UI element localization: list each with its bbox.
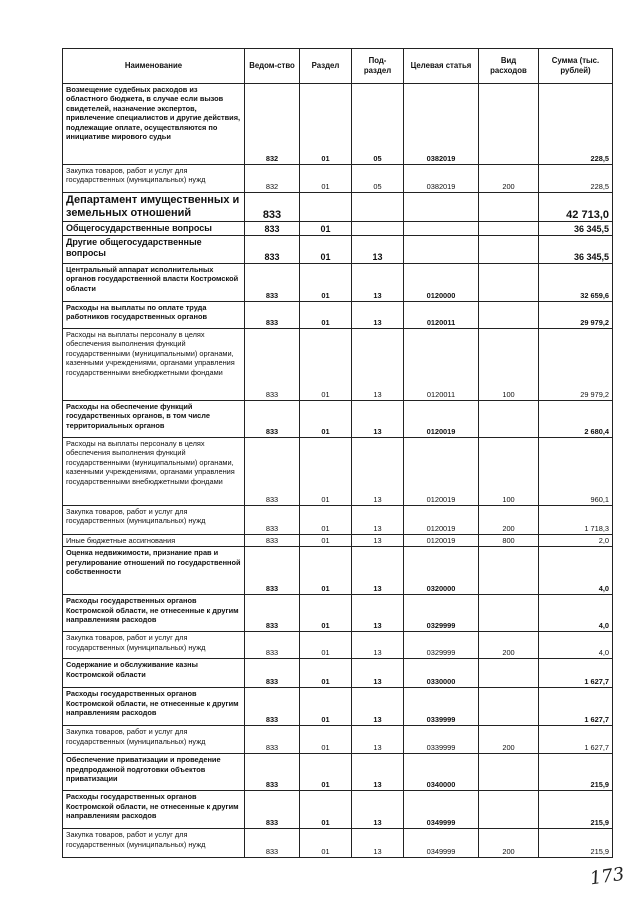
cell-razdel: 01	[300, 535, 352, 547]
cell-podrazdel: 13	[352, 547, 404, 595]
cell-ved: 833	[245, 438, 300, 506]
cell-name: Расходы государственных органов Костромской области, не отнесенные к другим направлениям расходов	[63, 688, 245, 726]
cell-ved: 833	[245, 595, 300, 632]
cell-vid	[479, 236, 539, 264]
table-row	[63, 222, 613, 236]
cell-podrazdel: 13	[352, 264, 404, 302]
cell-statya: 0120011	[404, 329, 479, 401]
cell-razdel: 01	[300, 302, 352, 329]
cell-razdel: 01	[300, 222, 352, 236]
cell-vid	[479, 754, 539, 791]
table-row	[63, 535, 613, 547]
cell-statya: 0120019	[404, 535, 479, 547]
cell-vid	[479, 264, 539, 302]
cell-name: Закупка товаров, работ и услуг для государственных (муниципальных) нужд	[63, 726, 245, 754]
cell-summa: 2,0	[539, 535, 613, 547]
cell-statya: 0329999	[404, 632, 479, 659]
cell-summa: 4,0	[539, 632, 613, 659]
cell-name: Закупка товаров, работ и услуг для государственных (муниципальных) нужд	[63, 506, 245, 535]
table-row	[63, 438, 613, 506]
cell-name: Содержание и обслуживание казны Костромской области	[63, 659, 245, 688]
cell-vid	[479, 659, 539, 688]
cell-vid	[479, 401, 539, 438]
col-podrazdel-header: Под-раздел	[352, 49, 404, 84]
cell-summa: 4,0	[539, 547, 613, 595]
table-row	[63, 264, 613, 302]
cell-vid: 800	[479, 535, 539, 547]
cell-name: Закупка товаров, работ и услуг для государственных (муниципальных) нужд	[63, 829, 245, 858]
cell-razdel	[300, 193, 352, 222]
cell-name: Оценка недвижимости, признание прав и регулирование отношений по государственной собственности	[63, 547, 245, 595]
cell-ved: 833	[245, 329, 300, 401]
cell-ved: 833	[245, 659, 300, 688]
col-vid-header: Вид расходов	[479, 49, 539, 84]
col-razdel-header: Раздел	[300, 49, 352, 84]
cell-summa: 1 627,7	[539, 688, 613, 726]
cell-summa: 960,1	[539, 438, 613, 506]
cell-vid: 200	[479, 506, 539, 535]
cell-name: Иные бюджетные ассигнования	[63, 535, 245, 547]
cell-summa: 228,5	[539, 84, 613, 165]
cell-ved: 833	[245, 726, 300, 754]
cell-summa: 36 345,5	[539, 222, 613, 236]
cell-razdel: 01	[300, 438, 352, 506]
col-statya-header: Целевая статья	[404, 49, 479, 84]
cell-statya: 0120019	[404, 506, 479, 535]
cell-summa: 215,9	[539, 791, 613, 829]
cell-statya: 0382019	[404, 165, 479, 193]
col-ved-header: Ведом-ство	[245, 49, 300, 84]
cell-razdel: 01	[300, 829, 352, 858]
cell-razdel: 01	[300, 236, 352, 264]
cell-summa: 1 627,7	[539, 726, 613, 754]
cell-ved: 832	[245, 84, 300, 165]
cell-statya	[404, 222, 479, 236]
cell-summa: 29 979,2	[539, 302, 613, 329]
cell-podrazdel: 13	[352, 754, 404, 791]
cell-statya: 0349999	[404, 791, 479, 829]
cell-statya: 0339999	[404, 726, 479, 754]
cell-razdel: 01	[300, 264, 352, 302]
cell-statya: 0120000	[404, 264, 479, 302]
cell-summa: 32 659,6	[539, 264, 613, 302]
cell-podrazdel: 13	[352, 632, 404, 659]
col-name-header: Наименование	[63, 49, 245, 84]
cell-name: Расходы государственных органов Костромской области, не отнесенные к другим направлениям расходов	[63, 791, 245, 829]
cell-statya	[404, 193, 479, 222]
table-row	[63, 829, 613, 858]
cell-vid	[479, 84, 539, 165]
col-summa-header: Сумма (тыс. рублей)	[539, 49, 613, 84]
cell-ved: 833	[245, 535, 300, 547]
cell-podrazdel: 13	[352, 829, 404, 858]
cell-name: Расходы государственных органов Костромской области, не отнесенные к другим направлениям расходов	[63, 595, 245, 632]
cell-summa: 215,9	[539, 829, 613, 858]
table-row	[63, 236, 613, 264]
cell-name: Центральный аппарат исполнительных органов государственной власти Костромской области	[63, 264, 245, 302]
cell-vid: 200	[479, 829, 539, 858]
cell-name: Расходы на выплаты персоналу в целях обеспечения выполнения функций государственными (муниципальными) органами, казенными учреждениями, органами управления государственными внебюджетными фондами	[63, 438, 245, 506]
cell-razdel: 01	[300, 595, 352, 632]
table-row	[63, 659, 613, 688]
cell-podrazdel: 13	[352, 236, 404, 264]
cell-ved: 833	[245, 302, 300, 329]
cell-summa: 215,9	[539, 754, 613, 791]
cell-summa: 228,5	[539, 165, 613, 193]
cell-name: Расходы на выплаты персоналу в целях обеспечения выполнения функций государственными (муниципальными) органами, казенными учреждениями, органами управления государственными внебюджетными фондами	[63, 329, 245, 401]
table-row	[63, 726, 613, 754]
cell-vid	[479, 193, 539, 222]
cell-summa: 1 627,7	[539, 659, 613, 688]
cell-podrazdel: 13	[352, 329, 404, 401]
cell-name: Расходы на обеспечение функций государственных органов, в том числе территориальных органов	[63, 401, 245, 438]
cell-razdel: 01	[300, 84, 352, 165]
cell-statya	[404, 236, 479, 264]
cell-statya: 0120019	[404, 438, 479, 506]
table-row	[63, 84, 613, 165]
cell-podrazdel: 05	[352, 84, 404, 165]
table-row	[63, 688, 613, 726]
cell-vid	[479, 302, 539, 329]
cell-summa: 4,0	[539, 595, 613, 632]
cell-razdel: 01	[300, 754, 352, 791]
cell-statya: 0382019	[404, 84, 479, 165]
table-row	[63, 547, 613, 595]
cell-ved: 833	[245, 401, 300, 438]
cell-podrazdel: 05	[352, 165, 404, 193]
cell-podrazdel: 13	[352, 659, 404, 688]
cell-vid: 200	[479, 165, 539, 193]
cell-podrazdel: 13	[352, 791, 404, 829]
cell-vid	[479, 222, 539, 236]
cell-statya: 0120011	[404, 302, 479, 329]
cell-vid	[479, 791, 539, 829]
cell-podrazdel	[352, 222, 404, 236]
table-row	[63, 165, 613, 193]
cell-ved: 833	[245, 688, 300, 726]
cell-ved: 833	[245, 193, 300, 222]
cell-ved: 833	[245, 506, 300, 535]
cell-ved: 833	[245, 547, 300, 595]
cell-razdel: 01	[300, 547, 352, 595]
cell-razdel: 01	[300, 659, 352, 688]
cell-vid	[479, 547, 539, 595]
cell-ved: 833	[245, 264, 300, 302]
cell-razdel: 01	[300, 329, 352, 401]
cell-podrazdel: 13	[352, 438, 404, 506]
cell-statya: 0320000	[404, 547, 479, 595]
cell-vid: 200	[479, 632, 539, 659]
cell-razdel: 01	[300, 688, 352, 726]
cell-razdel: 01	[300, 165, 352, 193]
cell-ved: 833	[245, 754, 300, 791]
table-row	[63, 401, 613, 438]
budget-table	[62, 48, 613, 858]
cell-podrazdel	[352, 193, 404, 222]
table-row	[63, 595, 613, 632]
cell-summa: 29 979,2	[539, 329, 613, 401]
table-row	[63, 754, 613, 791]
cell-name: Другие общегосударственные вопросы	[63, 236, 245, 264]
table-row	[63, 506, 613, 535]
cell-ved: 832	[245, 165, 300, 193]
table-row	[63, 632, 613, 659]
table-row	[63, 193, 613, 222]
cell-name: Обеспечение приватизации и проведение предпродажной подготовки объектов приватизации	[63, 754, 245, 791]
cell-vid: 100	[479, 329, 539, 401]
cell-name: Общегосударственные вопросы	[63, 222, 245, 236]
cell-vid	[479, 688, 539, 726]
cell-podrazdel: 13	[352, 595, 404, 632]
cell-ved: 833	[245, 236, 300, 264]
cell-name: Закупка товаров, работ и услуг для государственных (муниципальных) нужд	[63, 632, 245, 659]
cell-podrazdel: 13	[352, 506, 404, 535]
cell-razdel: 01	[300, 506, 352, 535]
table-row	[63, 329, 613, 401]
cell-podrazdel: 13	[352, 535, 404, 547]
cell-vid: 100	[479, 438, 539, 506]
cell-podrazdel: 13	[352, 688, 404, 726]
cell-podrazdel: 13	[352, 726, 404, 754]
cell-vid	[479, 595, 539, 632]
table-header	[63, 49, 613, 84]
cell-name: Закупка товаров, работ и услуг для государственных (муниципальных) нужд	[63, 165, 245, 193]
cell-statya: 0340000	[404, 754, 479, 791]
cell-summa: 2 680,4	[539, 401, 613, 438]
cell-ved: 833	[245, 632, 300, 659]
cell-ved: 833	[245, 222, 300, 236]
cell-razdel: 01	[300, 632, 352, 659]
cell-summa: 42 713,0	[539, 193, 613, 222]
cell-statya: 0329999	[404, 595, 479, 632]
cell-statya: 0330000	[404, 659, 479, 688]
cell-vid: 200	[479, 726, 539, 754]
cell-name: Департамент имущественных и земельных отношений	[63, 193, 245, 222]
cell-ved: 833	[245, 829, 300, 858]
cell-statya: 0339999	[404, 688, 479, 726]
cell-razdel: 01	[300, 791, 352, 829]
cell-podrazdel: 13	[352, 302, 404, 329]
table-row	[63, 791, 613, 829]
cell-name: Расходы на выплаты по оплате труда работников государственных органов	[63, 302, 245, 329]
cell-summa: 1 718,3	[539, 506, 613, 535]
page-number: 173	[588, 863, 626, 890]
cell-statya: 0120019	[404, 401, 479, 438]
cell-summa: 36 345,5	[539, 236, 613, 264]
cell-name: Возмещение судебных расходов из областного бюджета, в случае если вызов свидетелей, назначение экспертов, привлечение специалистов и другие действия, подлежащие оплате, осуществляются по инициативе мирового судьи	[63, 84, 245, 165]
cell-razdel: 01	[300, 726, 352, 754]
table-row	[63, 302, 613, 329]
cell-ved: 833	[245, 791, 300, 829]
cell-statya: 0349999	[404, 829, 479, 858]
cell-razdel: 01	[300, 401, 352, 438]
cell-podrazdel: 13	[352, 401, 404, 438]
